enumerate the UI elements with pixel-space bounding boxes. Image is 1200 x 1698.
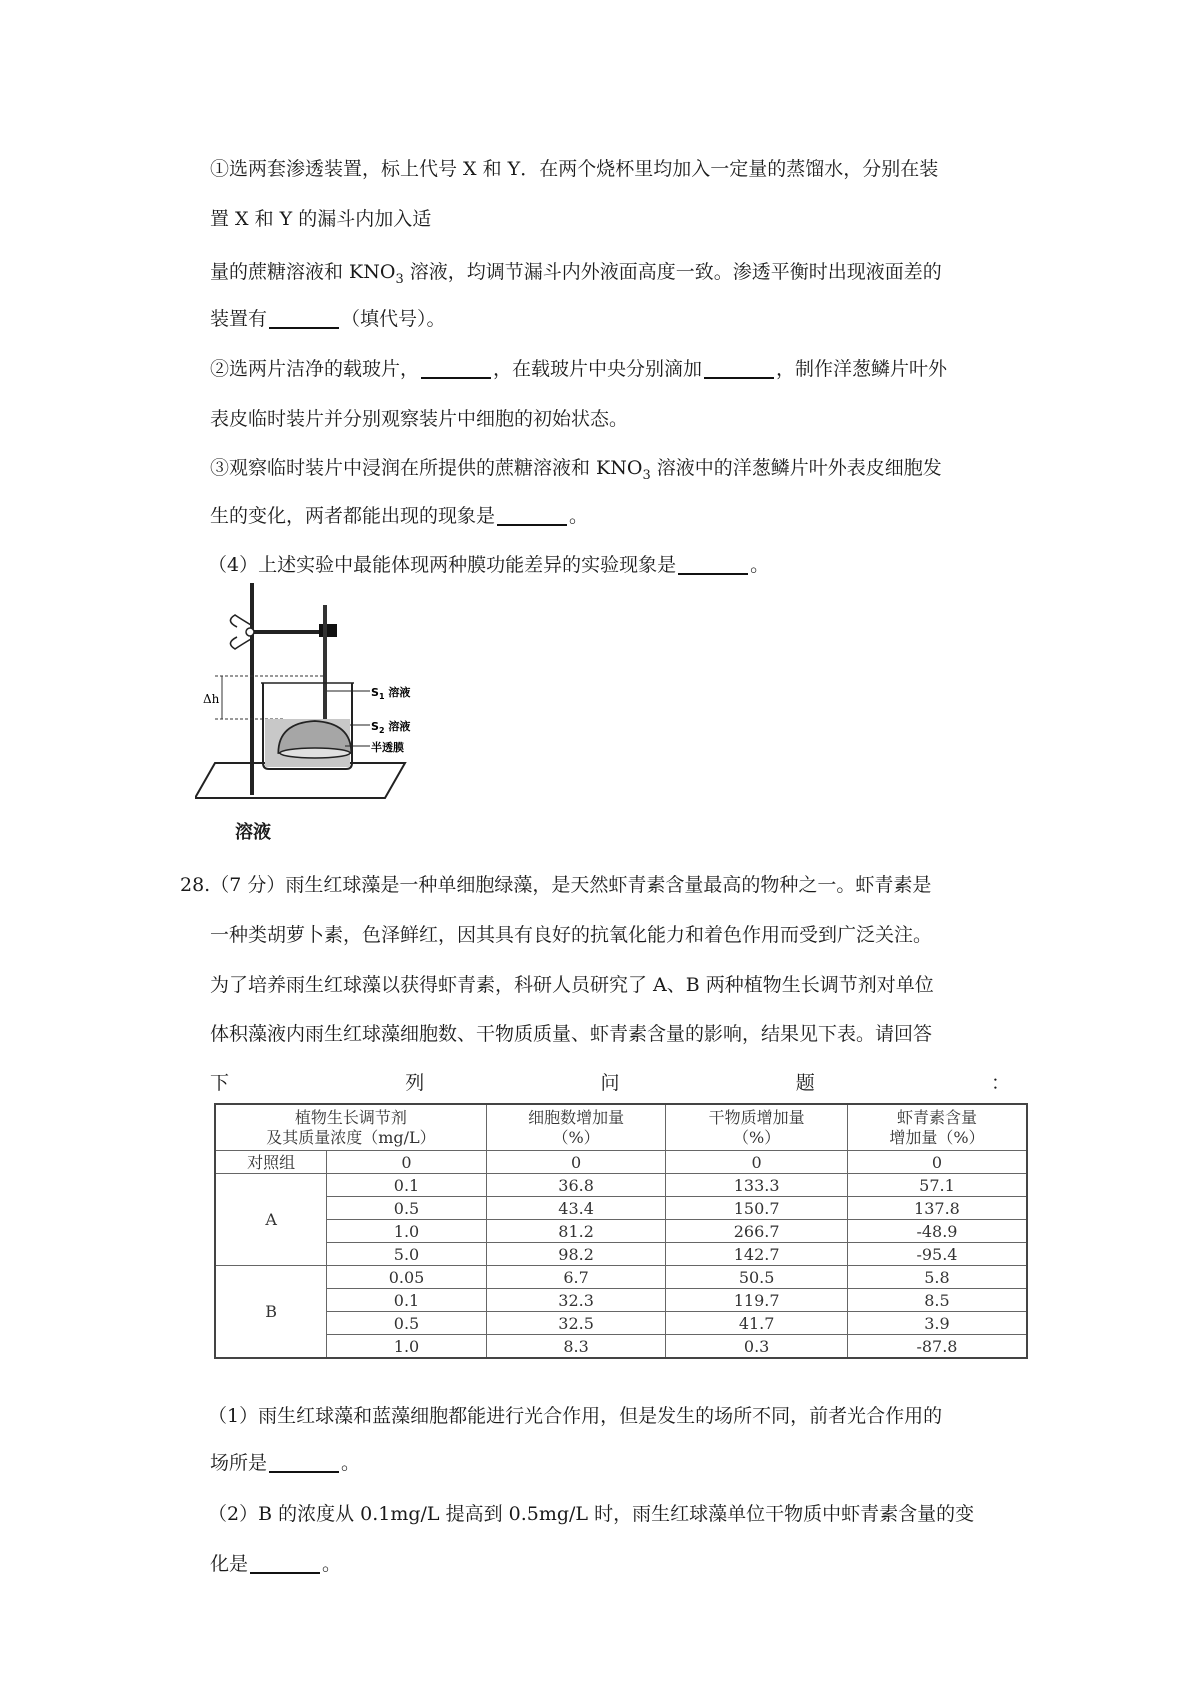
group-a-label: A [215, 1174, 327, 1266]
step2-line1: ②选两片洁净的载玻片， ，在载玻片中央分别滴加 ，制作洋葱鳞片叶外 [210, 358, 948, 380]
answer-blank[interactable] [250, 1554, 320, 1574]
delta-h-label: Δh [203, 692, 220, 706]
step2-line2: 表皮临时装片并分别观察装片中细胞的初始状态。 [210, 408, 629, 430]
group-b-label: B [215, 1266, 327, 1359]
s2-solution-label: $S_2$ 溶液 [371, 720, 411, 735]
q28-sub1-line1: （1）雨生红球藻和蓝藻细胞都能进行光合作用，但是发生的场所不同，前者光合作用的 [208, 1405, 943, 1427]
q28-line1: 28.（7 分）雨生红球藻是一种单细胞绿藻，是天然虾青素含量最高的物种之一。虾青素是 [180, 874, 932, 896]
table-row: 1.0 8.3 0.3 -87.8 [215, 1335, 1027, 1359]
table-header-cell-count: 细胞数增加量 （%） [486, 1104, 666, 1151]
table-row-control: 对照组 0 0 0 0 [215, 1151, 1027, 1174]
table-row: B 0.05 6.7 50.5 5.8 [215, 1266, 1027, 1289]
answer-blank[interactable] [269, 1453, 339, 1473]
semipermeable-membrane [280, 748, 350, 758]
stand-rod [250, 583, 254, 795]
step1-line2: 置 X 和 Y 的漏斗内加入适 [210, 208, 432, 230]
step1-line1: ①选两套渗透装置，标上代号 X 和 Y．在两个烧杯里均加入一定量的蒸馏水，分别在装 [210, 158, 939, 180]
step1-line4: 装置有 （填代号）。 [210, 308, 446, 330]
table-header-dry-matter: 干物质增加量 （%） [666, 1104, 848, 1151]
table-row: A 0.1 36.8 133.3 57.1 [215, 1174, 1027, 1197]
osmosis-apparatus-figure [195, 583, 425, 813]
answer-blank[interactable] [678, 555, 748, 575]
clamp-block [319, 624, 337, 637]
answer-blank[interactable] [704, 359, 774, 379]
q28-sub2-line1: （2）B 的浓度从 0.1mg/L 提高到 0.5mg/L 时，雨生红球藻单位干物质中虾青素含量的变 [208, 1503, 975, 1525]
table-row: 1.0 81.2 266.7 -48.9 [215, 1220, 1027, 1243]
answer-blank[interactable] [421, 359, 491, 379]
q28-line3: 为了培养雨生红球藻以获得虾青素，科研人员研究了 A、B 两种植物生长调节剂对单位 [210, 974, 934, 996]
question-4: （4）上述实验中最能体现两种膜功能差异的实验现象是 。 [208, 554, 770, 576]
answer-blank[interactable] [497, 506, 567, 526]
clamp-arm [254, 630, 322, 634]
step1-line3: 量的蔗糖溶液和 $KNO_3$ 溶液，均调节漏斗内外液面高度一致。渗透平衡时出现液面差的 [210, 261, 942, 287]
results-table [214, 1103, 1028, 1359]
q28-line5: 下 列 问 题 ： [210, 1072, 1010, 1094]
table-header-regulator: 植物生长调节剂 及其质量浓度（mg/L） [215, 1104, 486, 1151]
table-row: 0.5 32.5 41.7 3.9 [215, 1312, 1027, 1335]
q28-line2: 一种类胡萝卜素，色泽鲜红，因其具有良好的抗氧化能力和着色作用而受到广泛关注。 [210, 924, 933, 946]
membrane-label: 半透膜 [371, 741, 404, 754]
figure-caption: 溶液 [235, 822, 271, 843]
q28-sub2-line2: 化是 。 [210, 1553, 342, 1575]
step3-line1: ③观察临时装片中浸润在所提供的蔗糖溶液和 $KNO_3$ 溶液中的洋葱鳞片叶外表皮细胞发 [210, 457, 942, 483]
table-row: 5.0 98.2 142.7 -95.4 [215, 1243, 1027, 1266]
answer-blank[interactable] [269, 309, 339, 329]
q28-sub1-line2: 场所是 。 [210, 1452, 361, 1474]
table-row: 0.5 43.4 150.7 137.8 [215, 1197, 1027, 1220]
table-header-astaxanthin: 虾青素含量 增加量（%） [847, 1104, 1027, 1151]
s1-solution-label: $S_1$ 溶液 [371, 686, 411, 701]
q28-line4: 体积藻液内雨生红球藻细胞数、干物质质量、虾青素含量的影响，结果见下表。请回答 [210, 1023, 933, 1045]
table-row: 0.1 32.3 119.7 8.5 [215, 1289, 1027, 1312]
step3-line2: 生的变化，两者都能出现的现象是 。 [210, 505, 589, 527]
